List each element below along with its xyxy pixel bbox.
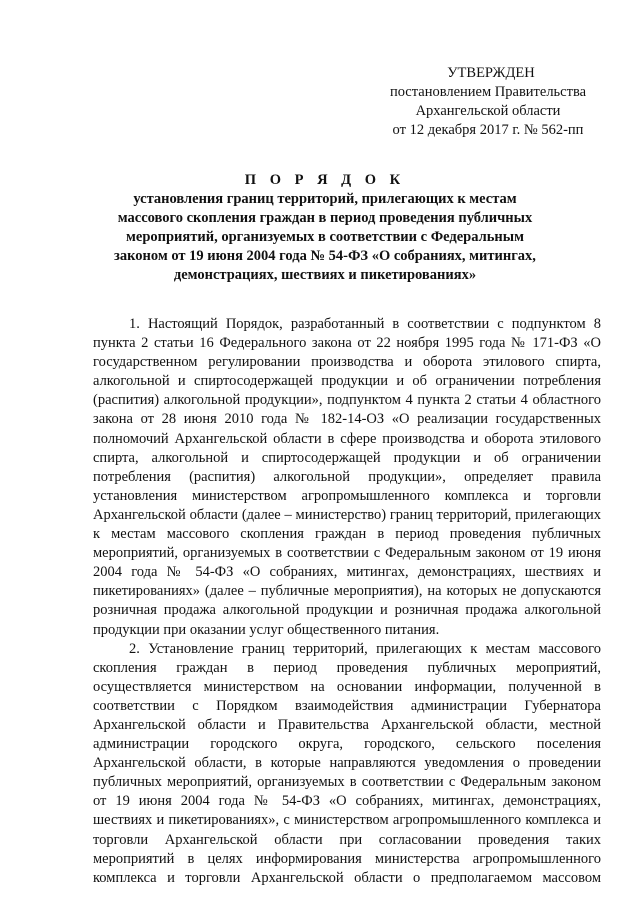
paragraph-1: 1. Настоящий Порядок, разработанный в соответствии с подпунктом 8 пункта 2 статьи 16 Федерального закона от 22 ноября 1995 года № 171-ФЗ «О государственном регулировании производства и оборота этилового спирта, алкогольной и спиртосодержащей продукции и об ограничении потребления (распития) алкогольной продукции», подпунктом 4 пункта 2 статьи 4 областного закона от 28 июня 2010 года № 182-14-ОЗ «О реализации государственных полномочий Архангельской области в сфере производства и оборота этилового спирта, алкогольной и спиртосодержащей продукции и об ограничении потребления (распития) алкогольной продукции», определяет правила установления министерством агропромышленного комплекса и торговли Архангельской области (далее – министерство) границ территорий, прилегающих к местам массового скопления граждан в период проведения публичных мероприятий, организуемых в соответствии с Федеральным законом от 19 июня 2004 года № 54-ФЗ «О собраниях, митингах, демонстрациях, шествиях и пикетированиях» (далее – публичные мероприятия), на которых не допускаются розничная продажа алкогольной продукции и розничная продажа алкогольной продукции при оказании услуг общественного питания.	[93, 316, 601, 638]
approval-stamp	[372, 64, 604, 140]
title-line: демонстрациях, шествиях и пикетированиях»	[173, 267, 477, 283]
title-line: массового скопления граждан в период проведения публичных	[117, 210, 533, 226]
title-heading: П О Р Я Д О К	[244, 172, 406, 188]
document-title	[90, 171, 560, 285]
approval-line-resolution: постановлением Правительства	[389, 84, 587, 100]
title-line: мероприятий, организуемых в соответствии с Федеральным	[126, 229, 524, 245]
document-body	[93, 315, 601, 888]
approval-line-date: от 12 декабря 2017 г. № 562-пп	[392, 122, 584, 138]
approval-line-region: Архангельской области	[415, 103, 561, 119]
approval-line-approved: УТВЕРЖДЕН	[447, 65, 535, 81]
title-line: законом от 19 июня 2004 года № 54-ФЗ «О собраниях, митингах,	[114, 248, 536, 264]
title-line: установления границ территорий, прилегающих к местам	[133, 191, 517, 207]
paragraph-2: 2. Установление границ территорий, прилегающих к местам массового скопления граждан в период проведения публичных мероприятий, осуществляется министерством на основании информации, полученной в соответствии с Порядком взаимодействия администрации Губернатора Архангельской области и Правительства Архангельской области, местной администрации городского округа, городского, сельского поселения Архангельской области, в которые направляются уведомления о проведении публичных мероприятий, организуемых в соответствии с Федеральным законом от 19 июня 2004 года № 54-ФЗ «О собраниях, митингах, демонстрациях, шествиях и пикетированиях», с министерством агропромышленного комплекса и торговли Архангельской области при согласовании проведения таких мероприятий в целях информирования министерства агропромышленного комплекса и торговли Архангельской области о предполагаемом массовом	[93, 640, 601, 886]
